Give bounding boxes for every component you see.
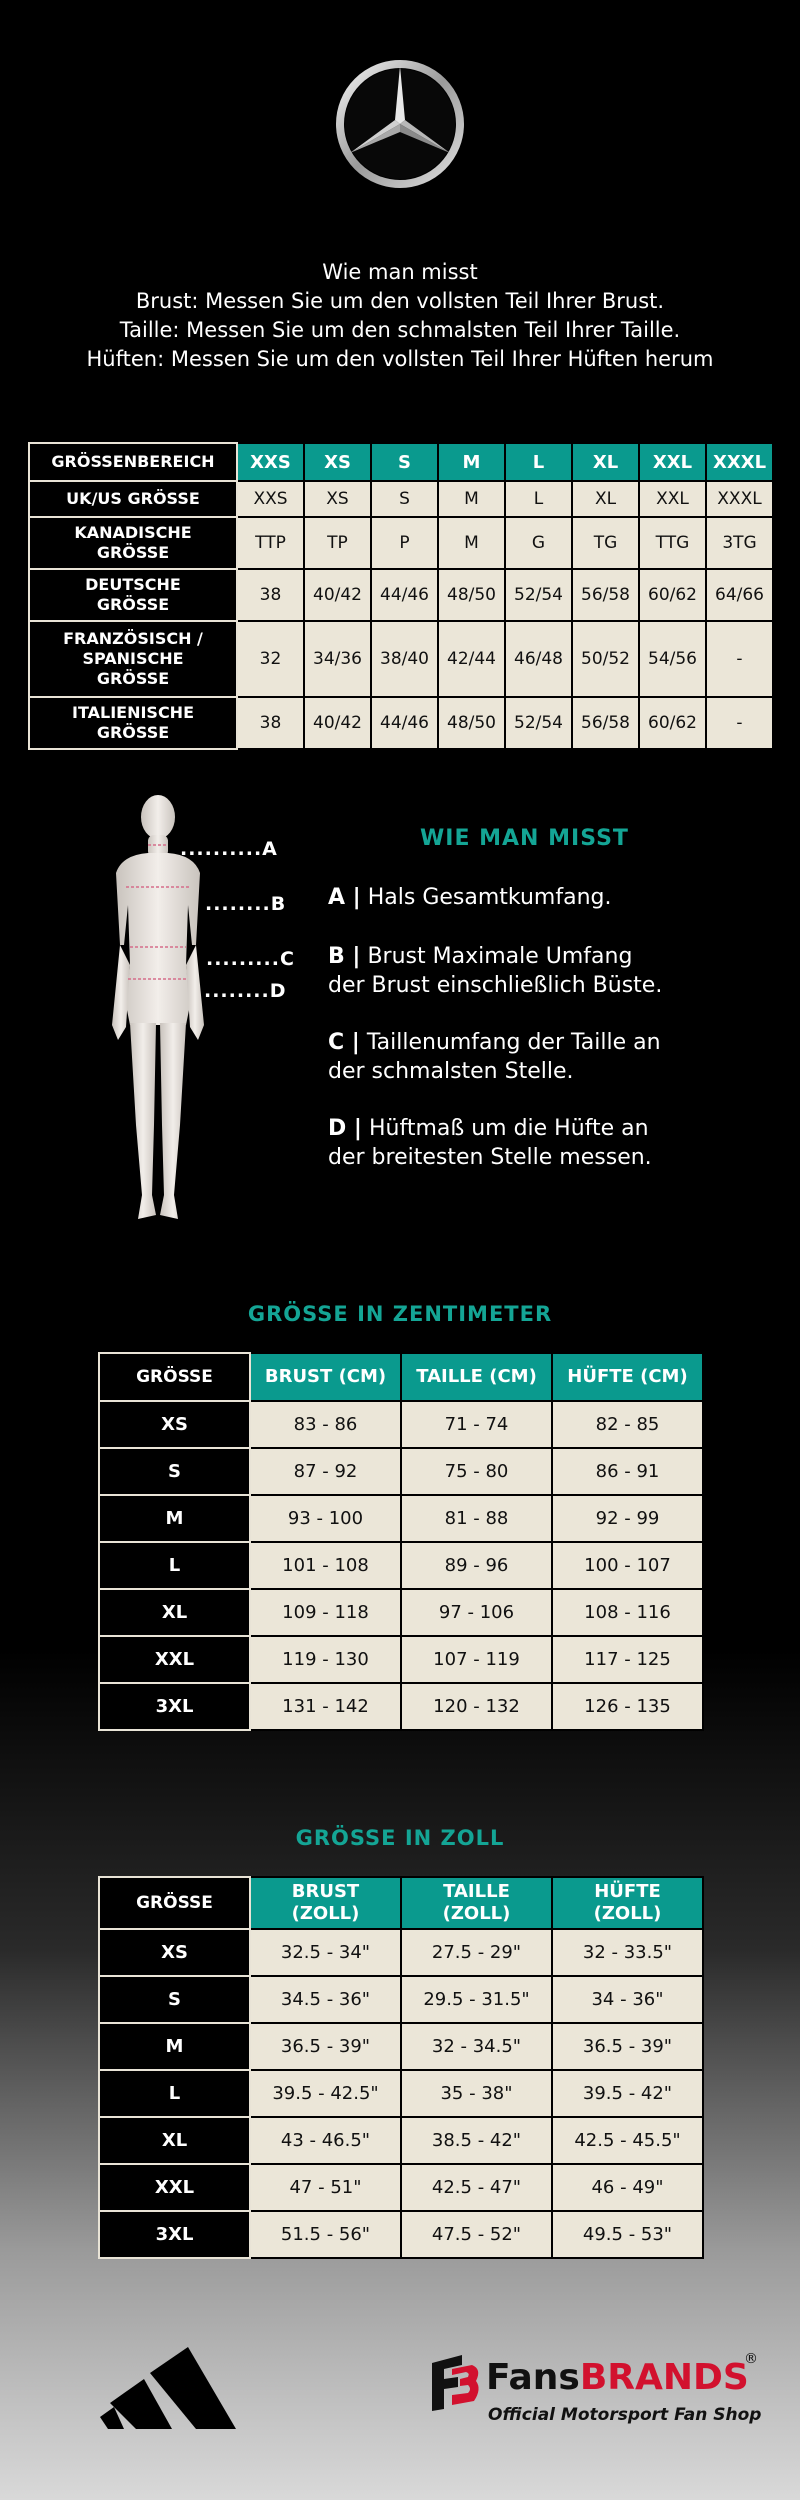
measure-text: Brust Maximale Umfang (367, 944, 633, 969)
row-size: XXL (99, 1636, 250, 1683)
table-cell: 32 - 33.5" (552, 1929, 703, 1976)
table-cell: G (505, 517, 572, 569)
table-cell: 3TG (706, 517, 773, 569)
table-cell: 42.5 - 45.5" (552, 2117, 703, 2164)
table-cell: XXS (237, 481, 304, 517)
inch-table-title: GRÖSSE IN ZOLL (295, 1826, 505, 1850)
table-cell: 46 - 49" (552, 2164, 703, 2211)
table-cell: 44/46 (371, 569, 438, 621)
table-cell: 39.5 - 42.5" (250, 2070, 401, 2117)
inch-size-table (98, 1876, 704, 2259)
row-size: 3XL (99, 2211, 250, 2258)
measure-text: der Brust einschließlich Büste. (328, 973, 663, 998)
table-cell: 38 (237, 569, 304, 621)
column-header-line: TAILLE (443, 1881, 510, 1902)
row-label-line: GRÖSSE (96, 595, 170, 614)
adidas-stripes-icon (100, 2345, 250, 2435)
table-cell: 92 - 99 (552, 1495, 703, 1542)
measure-key: B | (328, 944, 361, 969)
measure-point-d: ........D (204, 980, 287, 1002)
table-cell: TP (304, 517, 371, 569)
table-cell: TG (572, 517, 639, 569)
size-column-header: GRÖSSE (99, 1877, 250, 1929)
measure-item-c (328, 1028, 788, 1086)
column-header (552, 1877, 703, 1929)
table-cell: 42/44 (438, 621, 505, 697)
table-cell: 34 - 36" (552, 1976, 703, 2023)
size-header: XXXL (706, 443, 773, 481)
table-cell: TTP (237, 517, 304, 569)
table-cell: 48/50 (438, 569, 505, 621)
table-cell: 27.5 - 29" (401, 1929, 552, 1976)
table-cell: 97 - 106 (401, 1589, 552, 1636)
row-label-line: ITALIENISCHE (71, 703, 194, 722)
row-label-french-spanish (29, 621, 237, 697)
intro-line: Wie man misst (322, 260, 478, 284)
table-cell: 82 - 85 (552, 1401, 703, 1448)
measure-key: C | (328, 1030, 360, 1055)
column-header-line: (ZOLL) (291, 1903, 360, 1924)
row-label-italian (29, 697, 237, 749)
table-cell: 83 - 86 (250, 1401, 401, 1448)
mercedes-star-icon (334, 58, 466, 190)
table-cell: 54/56 (639, 621, 706, 697)
table-cell: 119 - 130 (250, 1636, 401, 1683)
row-size: XL (99, 2117, 250, 2164)
row-label-canadian (29, 517, 237, 569)
table-cell: 64/66 (706, 569, 773, 621)
table-cell: 120 - 132 (401, 1683, 552, 1730)
column-header-line: (ZOLL) (442, 1903, 511, 1924)
table-cell: - (706, 697, 773, 749)
table-cell: 47 - 51" (250, 2164, 401, 2211)
table-cell: M (438, 481, 505, 517)
table-cell: 126 - 135 (552, 1683, 703, 1730)
table-cell: XXL (639, 481, 706, 517)
header-size-range: GRÖSSENBEREICH (29, 443, 237, 481)
column-header: HÜFTE (CM) (552, 1353, 703, 1401)
row-size: S (99, 1448, 250, 1495)
size-header: L (505, 443, 572, 481)
row-size: L (99, 2070, 250, 2117)
table-cell: M (438, 517, 505, 569)
table-cell: XL (572, 481, 639, 517)
measure-text: der schmalsten Stelle. (328, 1059, 574, 1084)
column-header (250, 1877, 401, 1929)
size-header: S (371, 443, 438, 481)
table-cell: 38/40 (371, 621, 438, 697)
row-size: XS (99, 1929, 250, 1976)
brand-word-brands: BRANDS (579, 2357, 749, 2398)
table-cell: 38.5 - 42" (401, 2117, 552, 2164)
row-label-line: DEUTSCHE (85, 575, 181, 594)
column-header-line: (ZOLL) (593, 1903, 662, 1924)
row-size: 3XL (99, 1683, 250, 1730)
row-size: M (99, 2023, 250, 2070)
measure-point-b: ........B (205, 893, 287, 915)
size-header: XXS (237, 443, 304, 481)
table-cell: 36.5 - 39" (250, 2023, 401, 2070)
table-cell: S (371, 481, 438, 517)
table-cell: 86 - 91 (552, 1448, 703, 1495)
registered-mark: ® (744, 2351, 758, 2367)
table-cell: 34/36 (304, 621, 371, 697)
table-cell: 56/58 (572, 569, 639, 621)
column-header-line: BRUST (291, 1881, 360, 1902)
row-size: M (99, 1495, 250, 1542)
table-cell: 47.5 - 52" (401, 2211, 552, 2258)
table-cell: L (505, 481, 572, 517)
fansbrands-logo (432, 2351, 762, 2435)
table-cell: TTG (639, 517, 706, 569)
table-cell: 32 - 34.5" (401, 2023, 552, 2070)
measure-point-a: ..........A (180, 838, 278, 860)
size-header: XXL (639, 443, 706, 481)
table-cell: 29.5 - 31.5" (401, 1976, 552, 2023)
intro-text (0, 258, 800, 374)
table-cell: 42.5 - 47" (401, 2164, 552, 2211)
table-cell: 71 - 74 (401, 1401, 552, 1448)
table-cell: 40/42 (304, 569, 371, 621)
table-cell: 87 - 92 (250, 1448, 401, 1495)
table-cell: 117 - 125 (552, 1636, 703, 1683)
table-cell: XS (304, 481, 371, 517)
cm-table-title: GRÖSSE IN ZENTIMETER (247, 1302, 553, 1326)
table-cell: 39.5 - 42" (552, 2070, 703, 2117)
row-size: L (99, 1542, 250, 1589)
table-cell: 40/42 (304, 697, 371, 749)
table-cell: 32 (237, 621, 304, 697)
table-cell: 48/50 (438, 697, 505, 749)
column-header: TAILLE (CM) (401, 1353, 552, 1401)
row-label-german (29, 569, 237, 621)
table-cell: 60/62 (639, 569, 706, 621)
intro-line: Brust: Messen Sie um den vollsten Teil Ihrer Brust. (135, 289, 665, 313)
table-cell: 44/46 (371, 697, 438, 749)
table-cell: 51.5 - 56" (250, 2211, 401, 2258)
measure-text: der breitesten Stelle messen. (328, 1145, 652, 1170)
measure-key: A | (328, 885, 361, 910)
intro-line: Hüften: Messen Sie um den vollsten Teil Ihrer Hüften herum (86, 347, 714, 371)
table-cell: 56/58 (572, 697, 639, 749)
size-header: XL (572, 443, 639, 481)
measure-point-c: .........C (206, 948, 295, 970)
intro-line: Taille: Messen Sie um den schmalsten Teil Ihrer Taille. (119, 318, 681, 342)
row-label-uk-us: UK/US GRÖSSE (29, 481, 237, 517)
table-cell: 32.5 - 34" (250, 1929, 401, 1976)
row-label-line: KANADISCHE (74, 523, 192, 542)
cm-size-table (98, 1352, 704, 1731)
table-cell: 43 - 46.5" (250, 2117, 401, 2164)
row-size: XL (99, 1589, 250, 1636)
table-cell: 60/62 (639, 697, 706, 749)
table-cell: 35 - 38" (401, 2070, 552, 2117)
table-cell: 108 - 116 (552, 1589, 703, 1636)
table-cell: 101 - 108 (250, 1542, 401, 1589)
table-cell: 109 - 118 (250, 1589, 401, 1636)
table-cell: 38 (237, 697, 304, 749)
measure-title: WIE MAN MISST (420, 826, 629, 851)
table-cell: 36.5 - 39" (552, 2023, 703, 2070)
table-cell: - (706, 621, 773, 697)
table-cell: 34.5 - 36" (250, 1976, 401, 2023)
measure-item-d (328, 1114, 788, 1172)
size-header: XS (304, 443, 371, 481)
row-size: XS (99, 1401, 250, 1448)
table-cell: 93 - 100 (250, 1495, 401, 1542)
row-size: XXL (99, 2164, 250, 2211)
table-cell: 50/52 (572, 621, 639, 697)
size-header: M (438, 443, 505, 481)
table-cell: 131 - 142 (250, 1683, 401, 1730)
table-cell: 52/54 (505, 697, 572, 749)
measure-text: Taillenumfang der Taille an (366, 1030, 661, 1055)
table-cell: 81 - 88 (401, 1495, 552, 1542)
table-cell: P (371, 517, 438, 569)
column-header (401, 1877, 552, 1929)
table-cell: 89 - 96 (401, 1542, 552, 1589)
table-cell: 107 - 119 (401, 1636, 552, 1683)
measure-text: Hüftmaß um die Hüfte an (368, 1116, 649, 1141)
column-header: BRUST (CM) (250, 1353, 401, 1401)
row-label-line: GRÖSSE (96, 543, 170, 562)
brand-word-fans: Fans (486, 2357, 580, 2398)
row-label-line: SPANISCHE (82, 649, 184, 668)
measure-key: D | (328, 1116, 362, 1141)
column-header-line: HÜFTE (594, 1881, 661, 1902)
fansbrands-tagline: Official Motorsport Fan Shop (488, 2405, 762, 2425)
table-cell: 49.5 - 53" (552, 2211, 703, 2258)
row-label-line: GRÖSSE (96, 669, 170, 688)
table-cell: 52/54 (505, 569, 572, 621)
table-cell: XXXL (706, 481, 773, 517)
fansbrands-fb-logo-icon (432, 2355, 482, 2411)
measure-item-b (328, 942, 788, 1000)
row-size: S (99, 1976, 250, 2023)
row-label-line: GRÖSSE (96, 723, 170, 742)
fansbrands-wordmark (486, 2357, 749, 2398)
table-cell: 75 - 80 (401, 1448, 552, 1495)
table-cell: 46/48 (505, 621, 572, 697)
size-column-header: GRÖSSE (99, 1353, 250, 1401)
row-label-line: FRANZÖSISCH / (63, 629, 203, 648)
measure-text: Hals Gesamtkumfang. (367, 885, 612, 910)
table-cell: 100 - 107 (552, 1542, 703, 1589)
size-conversion-table (28, 442, 774, 750)
measure-item-a (328, 883, 788, 912)
